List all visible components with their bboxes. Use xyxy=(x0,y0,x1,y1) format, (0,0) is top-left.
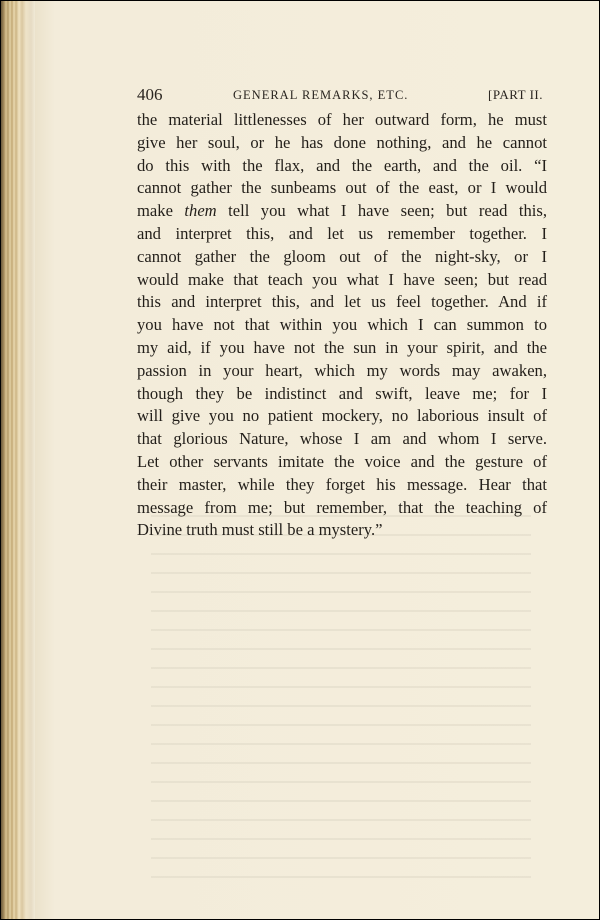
text-segment: though they be indistinct and swift, leave me; for I xyxy=(137,383,547,403)
text-segment: passion in your heart, which my words may awaken, xyxy=(137,360,547,380)
body-text xyxy=(137,109,547,542)
text-segment: that glorious Nature, whose I am and whom I serve. xyxy=(137,429,547,449)
text-line xyxy=(137,109,547,132)
text-segment: my aid, if you have not the sun in your spirit, and the xyxy=(137,337,547,357)
text-line xyxy=(137,132,547,155)
text-line xyxy=(137,337,547,360)
page-edges xyxy=(1,1,35,919)
running-header xyxy=(137,85,543,105)
text-segment: Divine truth must still be a mystery.” xyxy=(137,520,383,540)
running-title: GENERAL REMARKS, ETC. xyxy=(233,88,409,102)
text-segment: this and interpret this, and let us feel together. And if xyxy=(137,292,547,312)
text-line xyxy=(137,428,547,451)
text-line xyxy=(137,200,547,223)
text-line xyxy=(137,451,547,474)
text-line xyxy=(137,383,547,406)
text-segment: give her soul, or he has done nothing, and he cannot xyxy=(137,132,547,152)
text-line xyxy=(137,155,547,178)
text-segment: you have not that within you which I can summon to xyxy=(137,315,547,335)
text-line xyxy=(137,269,547,292)
text-line xyxy=(137,314,547,337)
reverse-side-show-through xyxy=(151,501,531,881)
part-label: [PART II. xyxy=(487,87,543,102)
text-segment: Let other servants imitate the voice and the gesture of xyxy=(137,451,547,471)
text-segment: the material littlenesses of her outward form, he must xyxy=(137,110,547,129)
text-line xyxy=(137,291,547,314)
text-line xyxy=(137,474,547,497)
text-segment: tell you what I have seen; but read this, xyxy=(216,201,547,221)
text-segment: would make that teach you what I have seen; but read xyxy=(137,269,547,289)
text-line xyxy=(137,405,547,428)
text-segment: make xyxy=(137,201,185,221)
text-segment: message from me; but remember, that the teaching of xyxy=(137,497,547,517)
text-segment: do this with the flax, and the earth, and the oil. “I xyxy=(137,155,547,175)
text-line xyxy=(137,177,547,200)
text-segment: cannot gather the gloom out of the night-sky, or I xyxy=(137,246,547,266)
page-number: 406 xyxy=(137,85,163,104)
text-segment: cannot gather the sunbeams out of the east, or I would xyxy=(137,178,547,198)
text-segment: their master, while they forget his message. Hear that xyxy=(137,474,547,494)
text-line xyxy=(137,223,547,246)
text-line xyxy=(137,497,547,520)
text-segment: and interpret this, and let us remember together. I xyxy=(137,223,547,243)
italic-text: them xyxy=(184,201,217,221)
text-line xyxy=(137,246,547,269)
text-segment: will give you no patient mockery, no laborious insult of xyxy=(137,406,547,426)
text-line xyxy=(137,519,547,542)
text-line xyxy=(137,360,547,383)
